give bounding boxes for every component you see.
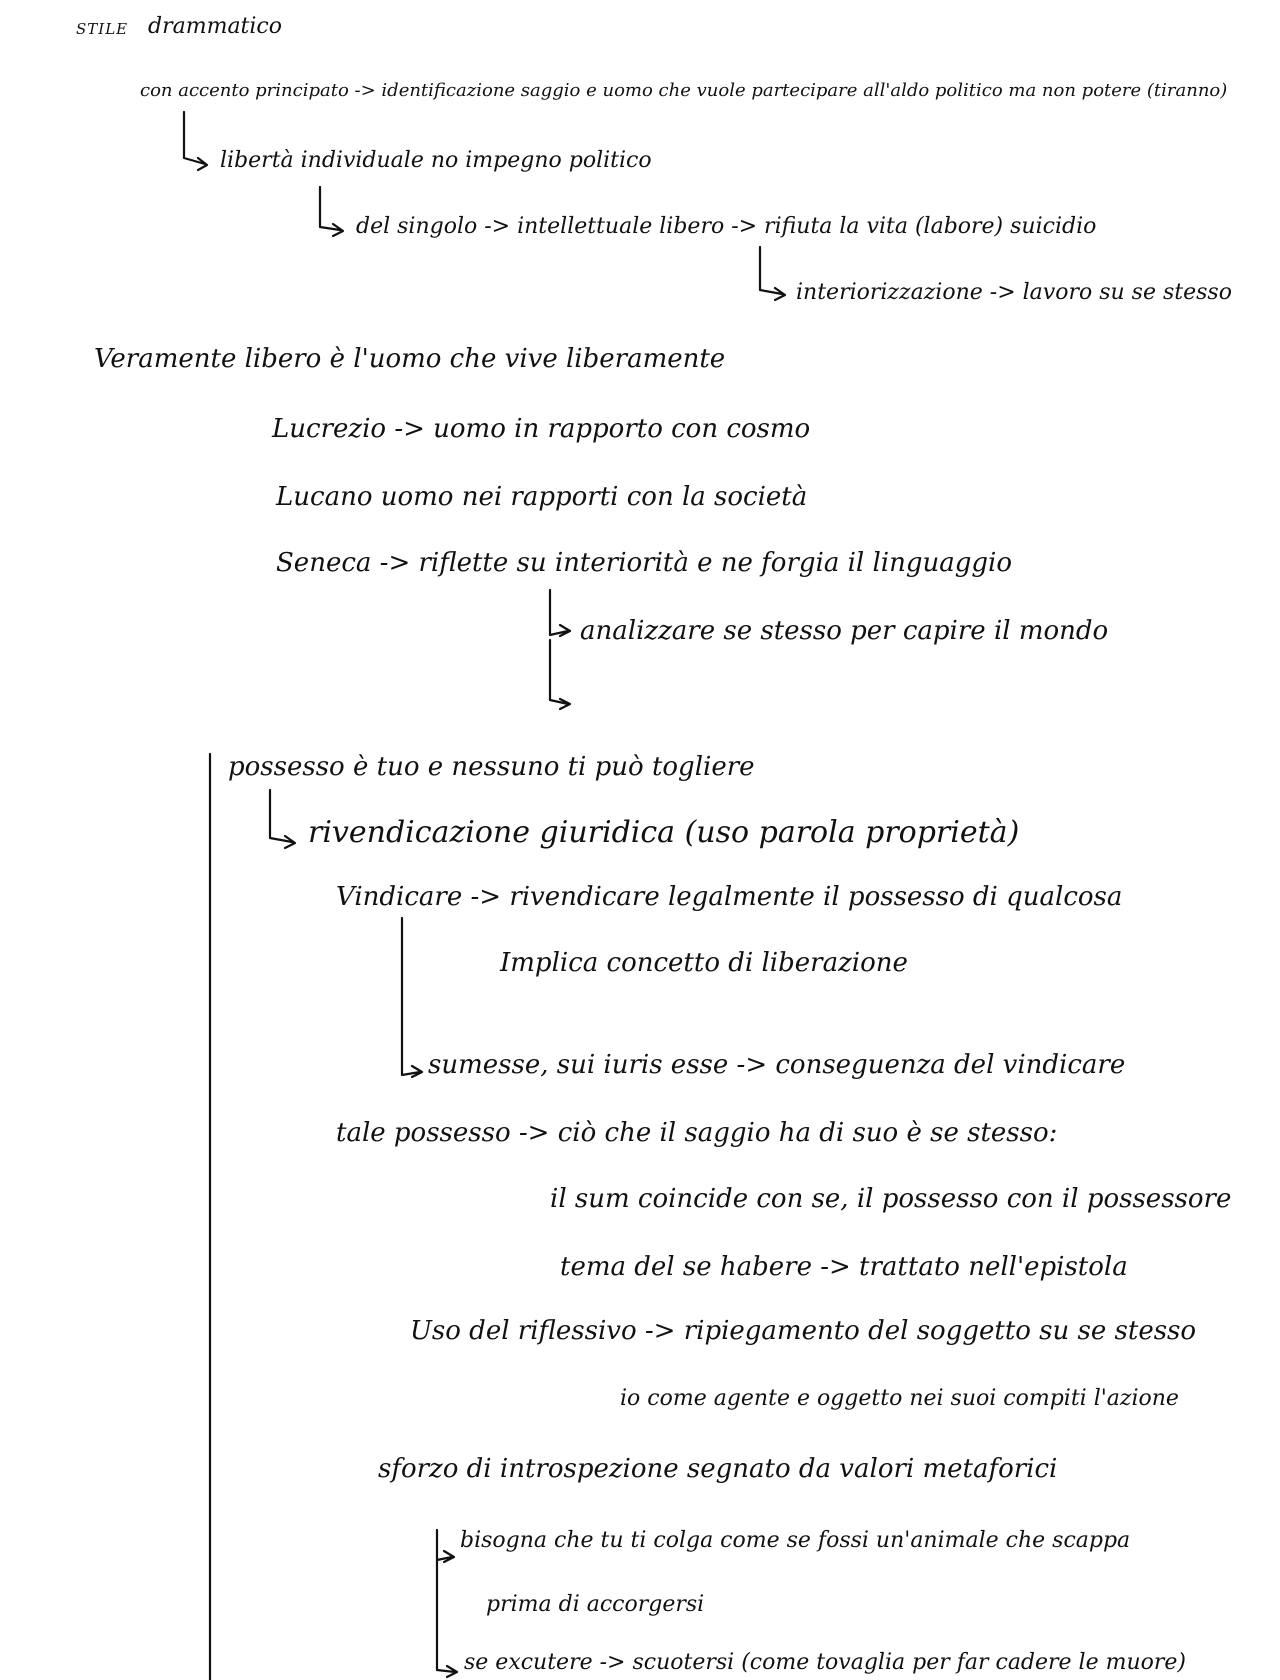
connector-arrow-5: [550, 640, 570, 709]
note-line-13: Implica concetto di liberazione: [500, 948, 908, 978]
connector-arrow-3: [760, 247, 785, 300]
note-line-02: libertà individuale no impegno politico: [220, 148, 652, 173]
note-line-23: se excutere -> scuotersi (come tovaglia per far cadere le muore): [464, 1650, 1187, 1675]
note-line-19: io come agente e oggetto nei suoi compiti l'azione: [620, 1386, 1179, 1411]
note-line-04: interiorizzazione -> lavoro su se stesso: [796, 280, 1232, 305]
note-line-01: con accento principato -> identificazione saggio e uomo che vuole partecipare all'aldo politico ma non potere (tiranno): [140, 80, 1228, 101]
note-line-11: rivendicazione giuridica (uso parola proprietà): [308, 815, 1020, 850]
header-style-label: STILE: [76, 20, 129, 38]
note-line-03: del singolo -> intellettuale libero -> rifiuta la vita (labore) suicidio: [356, 214, 1097, 239]
note-line-15: tale possesso -> ciò che il saggio ha di suo è se stesso:: [336, 1118, 1058, 1148]
note-line-07: Lucano uomo nei rapporti con la società: [276, 482, 808, 512]
note-line-05: Veramente libero è l'uomo che vive liberamente: [94, 344, 726, 374]
connector-arrow-8: [437, 1560, 457, 1677]
note-line-21: bisogna che tu ti colga come se fossi un'animale che scappa: [460, 1528, 1131, 1553]
note-line-09: analizzare se stesso per capire il mondo: [580, 616, 1109, 646]
connector-arrow-2: [320, 187, 343, 236]
note-line-12: Vindicare -> rivendicare legalmente il possesso di qualcosa: [336, 882, 1123, 912]
note-line-10: possesso è tuo e nessuno ti può togliere: [228, 752, 755, 782]
connector-arrow-6: [270, 790, 295, 848]
note-line-20: sforzo di introspezione segnato da valori metaforici: [378, 1454, 1058, 1484]
connector-vertical-vindicare: [402, 918, 422, 1077]
note-line-14: sumesse, sui iuris esse -> conseguenza del vindicare: [428, 1050, 1126, 1080]
note-line-08: Seneca -> riflette su interiorità e ne forgia il linguaggio: [276, 548, 1013, 578]
connector-arrow-7: [437, 1530, 454, 1562]
note-line-18: Uso del riflessivo -> ripiegamento del soggetto su se stesso: [410, 1316, 1197, 1346]
connector-arrow-1: [184, 112, 207, 170]
note-line-17: tema del se habere -> trattato nell'epistola: [560, 1252, 1128, 1282]
connector-arrow-4: [550, 590, 570, 636]
header-style-word: drammatico: [148, 14, 282, 39]
note-line-16: il sum coincide con se, il possesso con il possessore: [550, 1184, 1232, 1214]
note-line-06: Lucrezio -> uomo in rapporto con cosmo: [272, 414, 811, 444]
note-line-22: prima di accorgersi: [486, 1592, 705, 1617]
